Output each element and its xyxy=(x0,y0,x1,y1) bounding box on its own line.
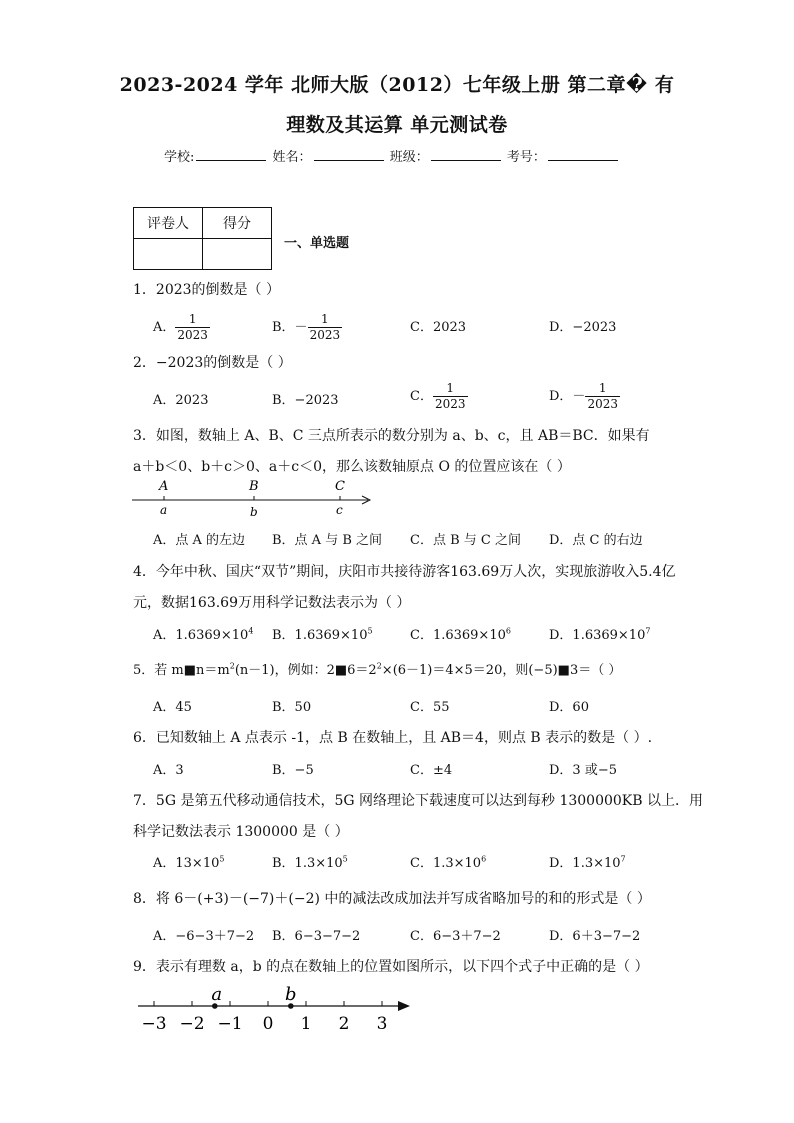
exponent: 5 xyxy=(342,854,348,864)
q2-option-d-label: D．－ xyxy=(549,389,586,404)
q6-option-d[interactable]: D．3 或−5 xyxy=(549,763,617,778)
question-9-stem: 9．表示有理数 a，b 的点在数轴上的位置如图所示，以下四个式子中正确的是（ ） xyxy=(133,959,649,975)
q7-option-d-text: D．1.3×10 xyxy=(549,856,621,871)
q1-option-a[interactable] xyxy=(153,312,210,343)
page-title-line1: 2023-2024 学年 北师大版（2012）七年级上册 第二章� 有 xyxy=(119,74,675,96)
q5-option-a[interactable]: A．45 xyxy=(153,700,192,715)
q8-option-c[interactable]: C．6−3＋7−2 xyxy=(410,929,501,944)
q4-option-c[interactable] xyxy=(410,624,511,643)
exponent: 4 xyxy=(248,626,254,636)
q1-option-a-fraction xyxy=(175,312,210,343)
q2-option-c[interactable] xyxy=(410,381,468,412)
point-label-A: A xyxy=(159,479,169,494)
q7-option-d[interactable] xyxy=(549,852,626,871)
exponent: 6 xyxy=(505,626,511,636)
point-b-label: b xyxy=(285,984,297,1005)
number-label: 考号： xyxy=(506,150,546,165)
tick-label: −2 xyxy=(179,1014,205,1034)
q1-option-b-fraction xyxy=(308,312,343,343)
q2-option-c-fraction xyxy=(433,381,468,412)
q8-option-b[interactable]: B．6−3−7−2 xyxy=(272,929,361,944)
q5-option-d[interactable]: D．60 xyxy=(549,700,589,715)
tick-label: 1 xyxy=(300,1014,312,1034)
q4-option-a[interactable] xyxy=(153,624,253,643)
class-blank[interactable] xyxy=(431,148,501,161)
q2-option-c-label: C． xyxy=(410,389,433,404)
exponent: 5 xyxy=(367,626,373,636)
tick-label: −1 xyxy=(217,1014,243,1034)
q7-option-b[interactable] xyxy=(272,852,348,871)
tick-label: −3 xyxy=(141,1014,167,1034)
q4-option-a-text: A．1.6369×10 xyxy=(153,628,249,643)
question-2-stem: 2．−2023的倒数是（ ） xyxy=(133,355,292,371)
score-header: 得分 xyxy=(203,208,272,239)
q9-number-line xyxy=(130,982,420,1038)
q6-option-c[interactable]: C．±4 xyxy=(410,763,453,778)
q4-option-c-text: C．1.6369×10 xyxy=(410,628,506,643)
school-label: 学校: xyxy=(164,150,195,165)
section-heading: 一、单选题 xyxy=(284,236,350,251)
question-7-stem-line2: 科学记数法表示 1300000 是（ ） xyxy=(133,824,349,840)
q4-option-d[interactable] xyxy=(549,624,650,643)
question-3-stem-line2: a＋b＜0、b＋c＞0、a＋c＜0，那么该数轴原点 O 的位置应该在（ ） xyxy=(133,459,571,475)
exponent: 2 xyxy=(376,661,382,671)
question-4-stem-line1: 4．今年中秋、国庆“双节”期间，庆阳市共接待游客163.69万人次，实现旅游收入5.4亿 xyxy=(133,564,676,580)
exponent: 7 xyxy=(620,854,626,864)
q3-option-a[interactable]: A．点 A 的左边 xyxy=(153,533,246,548)
exponent: 7 xyxy=(645,626,651,636)
q5-option-c[interactable]: C．55 xyxy=(410,700,450,715)
q1-option-b[interactable] xyxy=(272,312,342,343)
q7-option-a-text: A．13×10 xyxy=(153,856,220,871)
name-label: 姓名： xyxy=(272,150,312,165)
q3-option-c[interactable]: C．点 B 与 C 之间 xyxy=(410,533,521,548)
q4-option-b-text: B．1.6369×10 xyxy=(272,628,368,643)
q7-option-b-text: B．1.3×10 xyxy=(272,856,343,871)
axis-arrow-icon xyxy=(398,1001,410,1011)
q7-option-c-text: C．1.3×10 xyxy=(410,856,482,871)
q7-option-a[interactable] xyxy=(153,852,224,871)
value-label-c: c xyxy=(336,503,343,517)
q8-option-d[interactable]: D．6＋3−7−2 xyxy=(549,929,641,944)
q3-number-line xyxy=(130,476,380,520)
q1-option-c[interactable]: C．2023 xyxy=(410,320,467,335)
school-blank[interactable] xyxy=(196,148,266,161)
q1-option-d[interactable]: D．−2023 xyxy=(549,320,617,335)
q8-option-a[interactable]: A．−6−3＋7−2 xyxy=(153,929,255,944)
name-blank[interactable] xyxy=(314,148,384,161)
grader-cell[interactable] xyxy=(134,239,203,270)
question-3-stem-line1: 3．如图，数轴上 A、B、C 三点所表示的数分别为 a、b、c，且 AB＝BC．如果有 xyxy=(133,428,650,444)
tick-label: 3 xyxy=(376,1014,388,1034)
question-4-stem-line2: 元，数据163.69万用科学记数法表示为（ ） xyxy=(133,595,411,611)
grader-header: 评卷人 xyxy=(134,208,203,239)
student-info-row xyxy=(164,146,620,165)
q3-option-d[interactable]: D．点 C 的右边 xyxy=(549,533,643,548)
point-label-B: B xyxy=(249,479,259,494)
q7-option-c[interactable] xyxy=(410,852,486,871)
exponent: 5 xyxy=(219,854,225,864)
exponent: 6 xyxy=(481,854,487,864)
number-blank[interactable] xyxy=(548,148,618,161)
question-6-stem: 6．已知数轴上 A 点表示 -1，点 B 在数轴上，且 AB＝4，则点 B 表示的数是（ ）. xyxy=(133,730,653,746)
denominator: 2023 xyxy=(434,397,466,411)
value-label-a: a xyxy=(160,503,168,517)
q5-stem-part3: ×(6－1)＝4×5＝20，则(−5)■3＝（ ） xyxy=(381,663,622,678)
q1-option-a-label: A． xyxy=(153,320,176,335)
denominator: 2023 xyxy=(309,328,341,342)
score-cell[interactable] xyxy=(203,239,272,270)
q4-option-b[interactable] xyxy=(272,624,373,643)
q5-stem-part2: (n－1)，例如：2■6＝2 xyxy=(234,663,377,678)
question-8-stem: 8．将 6－(+3)－(−7)＋(−2) 中的减法改成加法并写成省略加号的和的形式是（ ） xyxy=(133,891,651,907)
numerator: 1 xyxy=(308,312,343,328)
numerator: 1 xyxy=(175,312,210,328)
point-label-C: C xyxy=(335,479,345,494)
numerator: 1 xyxy=(433,381,468,397)
q1-option-b-label: B．－ xyxy=(272,320,308,335)
tick-label: 2 xyxy=(338,1014,350,1034)
q4-option-d-text: D．1.6369×10 xyxy=(549,628,646,643)
exponent: 2 xyxy=(229,661,235,671)
class-label: 班级： xyxy=(389,150,429,165)
denominator: 2023 xyxy=(177,328,208,342)
question-1-stem: 1．2023的倒数是（ ） xyxy=(133,282,280,298)
q2-option-b[interactable]: B．−2023 xyxy=(272,393,339,408)
value-label-b: b xyxy=(250,505,258,519)
q2-option-d-fraction xyxy=(585,381,620,412)
q5-option-b[interactable]: B．50 xyxy=(272,700,312,715)
q6-option-a[interactable]: A．3 xyxy=(153,763,184,778)
page-title-line2: 理数及其运算 单元测试卷 xyxy=(286,114,508,136)
q2-option-d[interactable] xyxy=(549,381,620,412)
numerator: 1 xyxy=(585,381,620,397)
point-a-label: a xyxy=(211,984,223,1005)
tick-label: 0 xyxy=(262,1014,274,1034)
q6-option-b[interactable]: B．−5 xyxy=(272,763,314,778)
q3-option-b[interactable]: B．点 A 与 B 之间 xyxy=(272,533,383,548)
q5-stem-part1: 5．若 m■n＝m xyxy=(133,663,230,678)
denominator: 2023 xyxy=(587,397,618,411)
question-7-stem-line1: 7．5G 是第五代移动通信技术，5G 网络理论下载速度可以达到每秒 1300000KB 以上．用 xyxy=(133,793,703,809)
question-5-stem xyxy=(133,659,621,678)
score-table xyxy=(133,207,272,270)
q2-option-a[interactable]: A．2023 xyxy=(153,393,209,408)
